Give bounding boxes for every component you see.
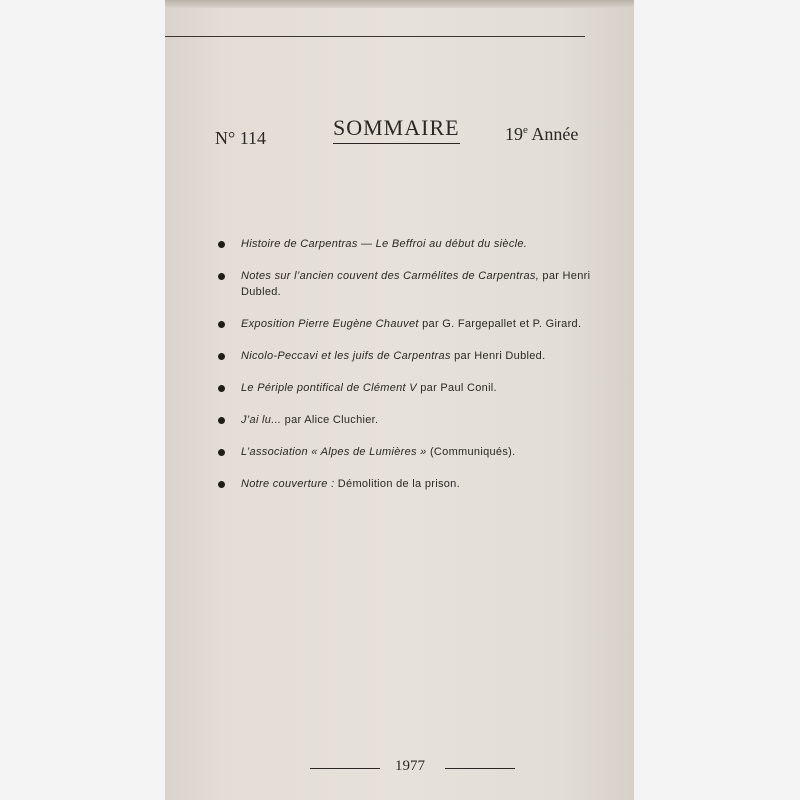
toc-item [215, 444, 595, 460]
toc-item-author: par G. Fargepallet et P. Girard. [418, 318, 582, 330]
toc-item-title: L’association « Alpes de Lumières » [241, 446, 427, 458]
toc-item-title: Exposition Pierre Eugène Chauvet [241, 318, 419, 330]
toc-item [215, 412, 595, 428]
toc-item-title: Notes sur l’ancien couvent des Carmélites de Carpentras, [241, 270, 540, 282]
toc-item-title: J’ai lu... [241, 414, 282, 426]
bullet-icon [218, 273, 225, 280]
year-number: 19 [505, 124, 523, 144]
toc-item-author: par Henri Dubled. [450, 350, 546, 362]
toc-item-author: par Paul Conil. [416, 382, 497, 394]
header [165, 110, 634, 160]
page [165, 0, 634, 800]
toc-item-author: par Henri Dubled. [241, 270, 591, 298]
toc-item-title: Le Périple pontifical de Clément V [241, 382, 417, 394]
toc-item [215, 348, 595, 364]
toc-item-title: Histoire de Carpentras — Le Beffroi au début du siècle. [241, 238, 528, 250]
footer-rule-left [310, 768, 380, 769]
background-left [0, 0, 165, 800]
issue-number: N° 114 [215, 128, 267, 148]
toc-item-author: Démolition de la prison. [334, 478, 460, 490]
bullet-icon [218, 321, 225, 328]
toc-item [215, 380, 595, 396]
bullet-icon [218, 241, 225, 248]
year-word: Année [531, 124, 579, 144]
background-right [634, 0, 800, 800]
bullet-icon [218, 449, 225, 456]
bullet-icon [218, 353, 225, 360]
toc-item-author: par Alice Cluchier. [281, 414, 379, 426]
page-title: SOMMAIRE [333, 115, 460, 144]
toc-item [215, 236, 595, 252]
toc-item [215, 476, 595, 492]
toc-item-title: Notre couverture : [241, 478, 335, 490]
footer-year: 1977 [395, 758, 425, 774]
year-suffix: e [523, 124, 528, 136]
bullet-icon [218, 385, 225, 392]
toc-item [215, 268, 595, 300]
top-rule [165, 36, 585, 37]
toc-item-author: (Communiqués). [426, 446, 516, 458]
bullet-icon [218, 481, 225, 488]
table-of-contents [215, 236, 595, 508]
previous-page-strip [165, 0, 634, 8]
bullet-icon [218, 417, 225, 424]
year-label [505, 124, 578, 145]
footer-rule-right [445, 768, 515, 769]
toc-item-title: Nicolo-Peccavi et les juifs de Carpentras [241, 350, 451, 362]
toc-item [215, 316, 595, 332]
footer [310, 758, 520, 778]
